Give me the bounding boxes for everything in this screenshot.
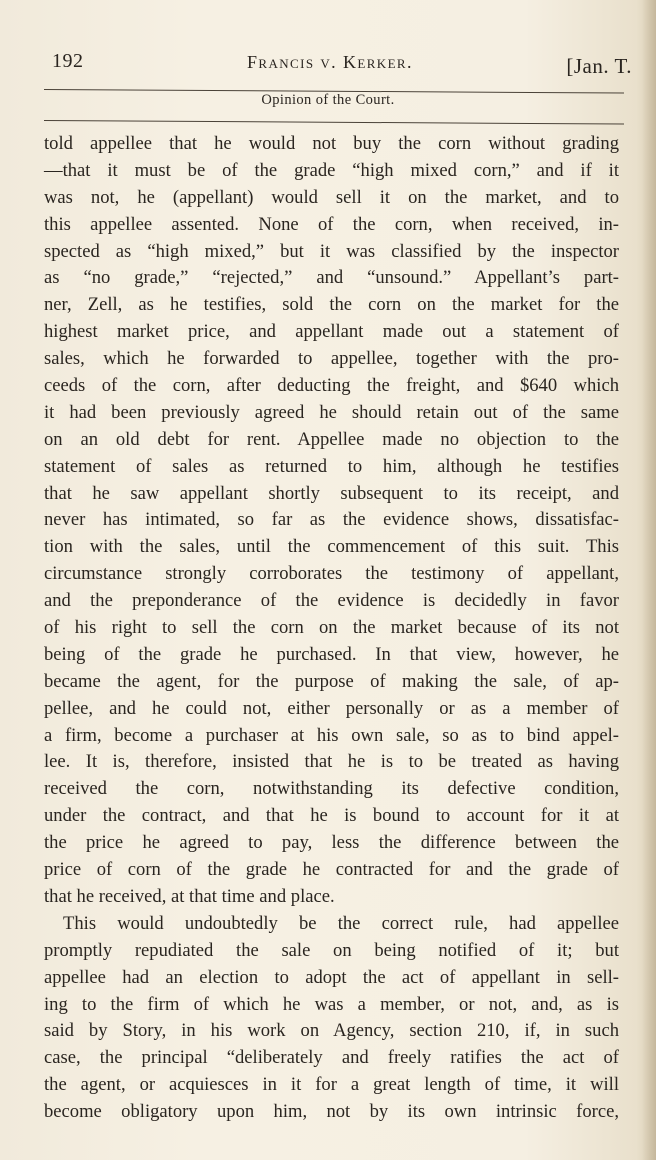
text-line: received the corn, notwithstanding its defective condition, xyxy=(44,778,619,800)
text-line: ner, Zell, as he testifies, sold the corn on the market for the xyxy=(44,294,619,316)
text-line: said by Story, in his work on Agency, section 210, if, in such xyxy=(44,1020,619,1042)
text-line: sales, which he forwarded to appellee, together with the pro- xyxy=(44,348,619,370)
text-line: and the preponderance of the evidence is decidedly in favor xyxy=(44,590,619,612)
text-line: tion with the sales, until the commencement of this suit. This xyxy=(44,536,619,558)
text-line: case, the principal “deliberately and freely ratifies the act of xyxy=(44,1047,619,1069)
text-line: become obligatory upon him, not by its own intrinsic force, xyxy=(44,1101,619,1123)
text-line: pellee, and he could not, either personally or as a member of xyxy=(44,697,619,719)
text-line: highest market price, and appellant made out a statement of xyxy=(44,321,619,343)
text-line: it had been previously agreed he should retain out of the same xyxy=(44,401,619,423)
text-line: —that it must be of the grade “high mixed corn,” and if it xyxy=(44,159,619,181)
text-line: told appellee that he would not buy the corn without grading xyxy=(44,133,619,154)
term-label: [Jan. T. xyxy=(566,54,632,78)
page-edge-shadow xyxy=(642,0,656,1160)
text-line: being of the grade he purchased. In that view, however, he xyxy=(44,643,619,665)
running-head xyxy=(52,48,632,82)
header-rule-bottom xyxy=(44,120,624,125)
body-text xyxy=(44,131,619,1126)
paragraph-end-line: that he received, at that time and place. xyxy=(44,885,335,907)
text-line: spected as “high mixed,” but it was classified by the inspector xyxy=(44,240,619,262)
text-line: circumstance strongly corroborates the testimony of appellant, xyxy=(44,563,619,585)
text-line: never has intimated, so far as the evidence shows, dissatisfac- xyxy=(44,509,619,531)
text-line: on an old debt for rent. Appellee made no objection to the xyxy=(44,428,619,450)
text-line: ceeds of the corn, after deducting the freight, and $640 which xyxy=(44,375,619,397)
page-number: 192 xyxy=(52,50,84,72)
text-line: the agent, or acquiesces in it for a great length of time, it will xyxy=(44,1074,619,1096)
text-line: became the agent, for the purpose of making the sale, of ap- xyxy=(44,670,619,692)
text-line: statement of sales as returned to him, although he testifies xyxy=(44,455,619,477)
text-line: this appellee assented. None of the corn, when received, in- xyxy=(44,213,619,235)
text-line: of his right to sell the corn on the market because of its not xyxy=(44,617,619,639)
text-line: appellee had an election to adopt the act of appellant in sell- xyxy=(44,966,619,988)
text-line: the price he agreed to pay, less the difference between the xyxy=(44,832,619,854)
case-title: Francis v. Kerker. xyxy=(247,52,413,72)
paragraph-start-line: This would undoubtedly be the correct rule, had appellee xyxy=(63,912,619,934)
text-line: lee. It is, therefore, insisted that he is to be treated as having xyxy=(44,751,619,773)
section-heading: Opinion of the Court. xyxy=(261,92,395,108)
text-line: as “no grade,” “rejected,” and “unsound.” Appellant’s part- xyxy=(44,267,619,289)
text-line: ing to the firm of which he was a member, or not, and, as is xyxy=(44,993,619,1015)
text-line: a firm, become a purchaser at his own sale, so as to bind appel- xyxy=(44,724,619,746)
text-line: that he saw appellant shortly subsequent to its receipt, and xyxy=(44,482,619,504)
text-line: was not, he (appellant) would sell it on the market, and to xyxy=(44,186,619,208)
text-line: price of corn of the grade he contracted for and the grade of xyxy=(44,859,619,881)
text-line: promptly repudiated the sale on being notified of it; but xyxy=(44,939,619,961)
text-line: under the contract, and that he is bound to account for it at xyxy=(44,805,619,827)
